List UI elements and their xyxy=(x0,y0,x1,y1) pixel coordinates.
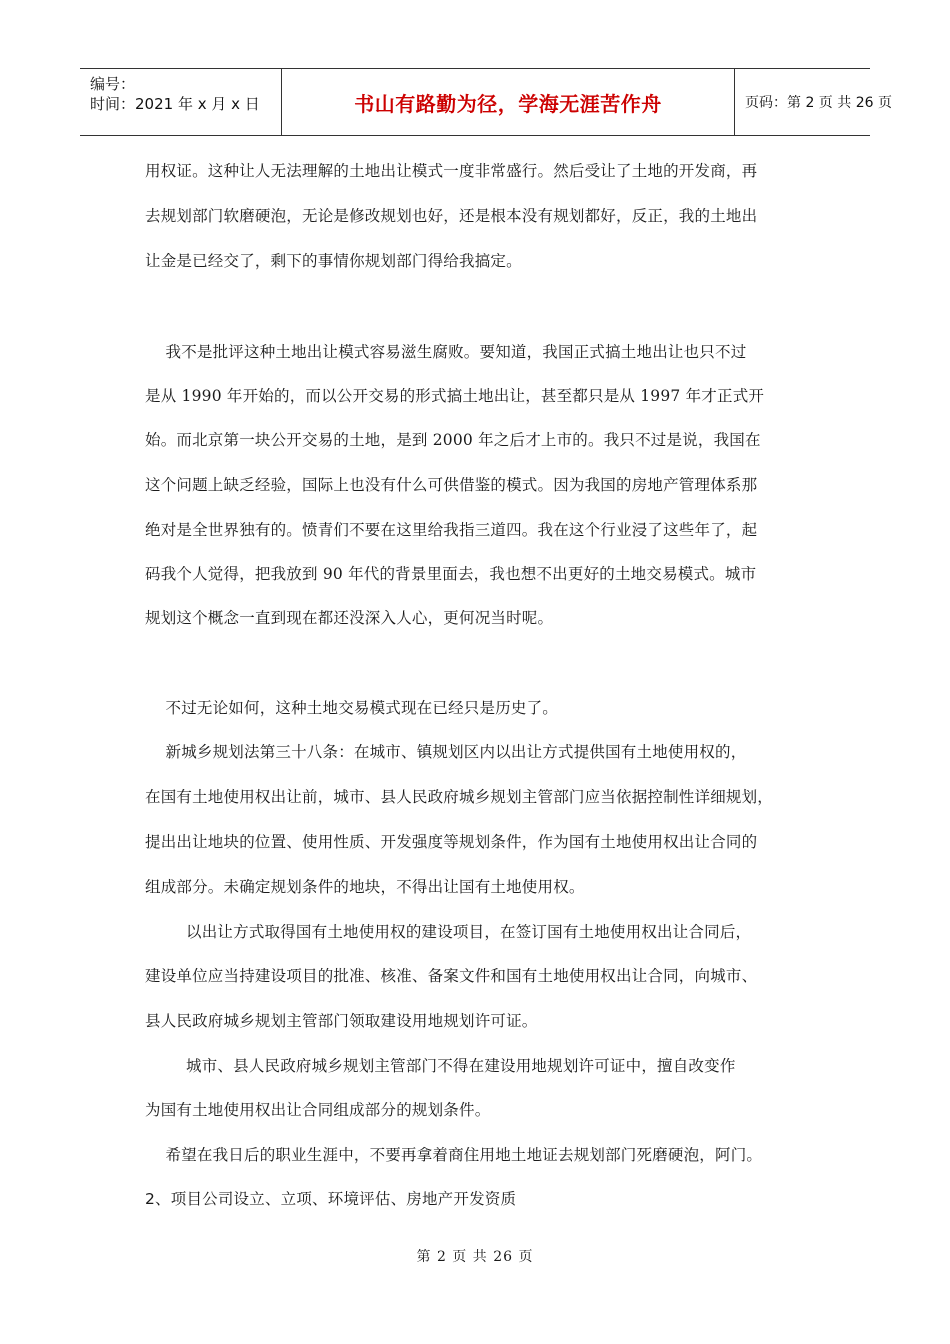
body-line: 以出让方式取得国有土地使用权的建设项目，在签订国有土地使用权出让合同后， xyxy=(145,923,752,941)
body-line: 县人民政府城乡规划主管部门领取建设用地规划许可证。 xyxy=(145,1012,538,1030)
body-line: 规划这个概念一直到现在都还没深入人心，更何况当时呢。 xyxy=(145,609,554,627)
body-line: 在国有土地使用权出让前，城市、县人民政府城乡规划主管部门应当依据控制性详细规划， xyxy=(145,788,774,806)
body-line: 为国有土地使用权出让合同组成部分的规划条件。 xyxy=(145,1101,491,1119)
header-page-number: 页码：第 2 页 共 26 页 xyxy=(745,95,892,111)
document-time-label: 时间：2021 年 x 月 x 日 xyxy=(90,95,260,113)
body-line: 去规划部门软磨硬泡，无论是修改规划也好，还是根本没有规划都好，反正，我的土地出 xyxy=(145,207,758,225)
body-line: 我不是批评这种土地出让模式容易滋生腐败。要知道，我国正式搞土地出让也只不过 xyxy=(145,343,747,361)
body-line: 用权证。这种让人无法理解的土地出让模式一度非常盛行。然后受让了土地的开发商，再 xyxy=(145,162,758,180)
header-motto: 书山有路勤为径，学海无涯苦作舟 xyxy=(282,69,735,135)
body-line: 新城乡规划法第三十八条：在城市、镇规划区内以出让方式提供国有土地使用权的， xyxy=(145,743,747,761)
body-line: 组成部分。未确定规划条件的地块，不得出让国有土地使用权。 xyxy=(145,878,585,896)
document-number-label: 编号： xyxy=(90,75,136,93)
header-meta-cell xyxy=(80,69,282,135)
page-footer: 第 2 页 共 26 页 xyxy=(416,1249,534,1265)
body-line: 不过无论如何，这种土地交易模式现在已经只是历史了。 xyxy=(145,699,559,717)
section-heading: 2、项目公司设立、立项、环境评估、房地产开发资质 xyxy=(145,1190,517,1208)
body-line: 绝对是全世界独有的。愤青们不要在这里给我指三道四。我在这个行业浸了这些年了，起 xyxy=(145,521,758,539)
body-line: 这个问题上缺乏经验，国际上也没有什么可供借鉴的模式。因为我国的房地产管理体系那 xyxy=(145,476,758,494)
body-line: 城市、县人民政府城乡规划主管部门不得在建设用地规划许可证中，擅自改变作 xyxy=(145,1057,736,1075)
body-line: 是从 1990 年开始的，而以公开交易的形式搞土地出让，甚至都只是从 1997 年才正式开 xyxy=(145,387,765,405)
body-line: 始。而北京第一块公开交易的土地，是到 2000 年之后才上市的。我只不过是说，我国在 xyxy=(145,431,761,449)
header-table xyxy=(80,68,892,136)
body-line: 建设单位应当持建设项目的批准、核准、备案文件和国有土地使用权出让合同，向城市、 xyxy=(145,967,758,985)
body-line: 提出出让地块的位置、使用性质、开发强度等规划条件，作为国有土地使用权出让合同的 xyxy=(145,833,758,851)
body-line: 码我个人觉得，把我放到 90 年代的背景里面去，我也想不出更好的土地交易模式。城市 xyxy=(145,565,757,583)
body-line: 让金是已经交了，剩下的事情你规划部门得给我搞定。 xyxy=(145,252,522,270)
body-line: 希望在我日后的职业生涯中，不要再拿着商住用地土地证去规划部门死磨硬泡，阿门。 xyxy=(145,1146,763,1164)
